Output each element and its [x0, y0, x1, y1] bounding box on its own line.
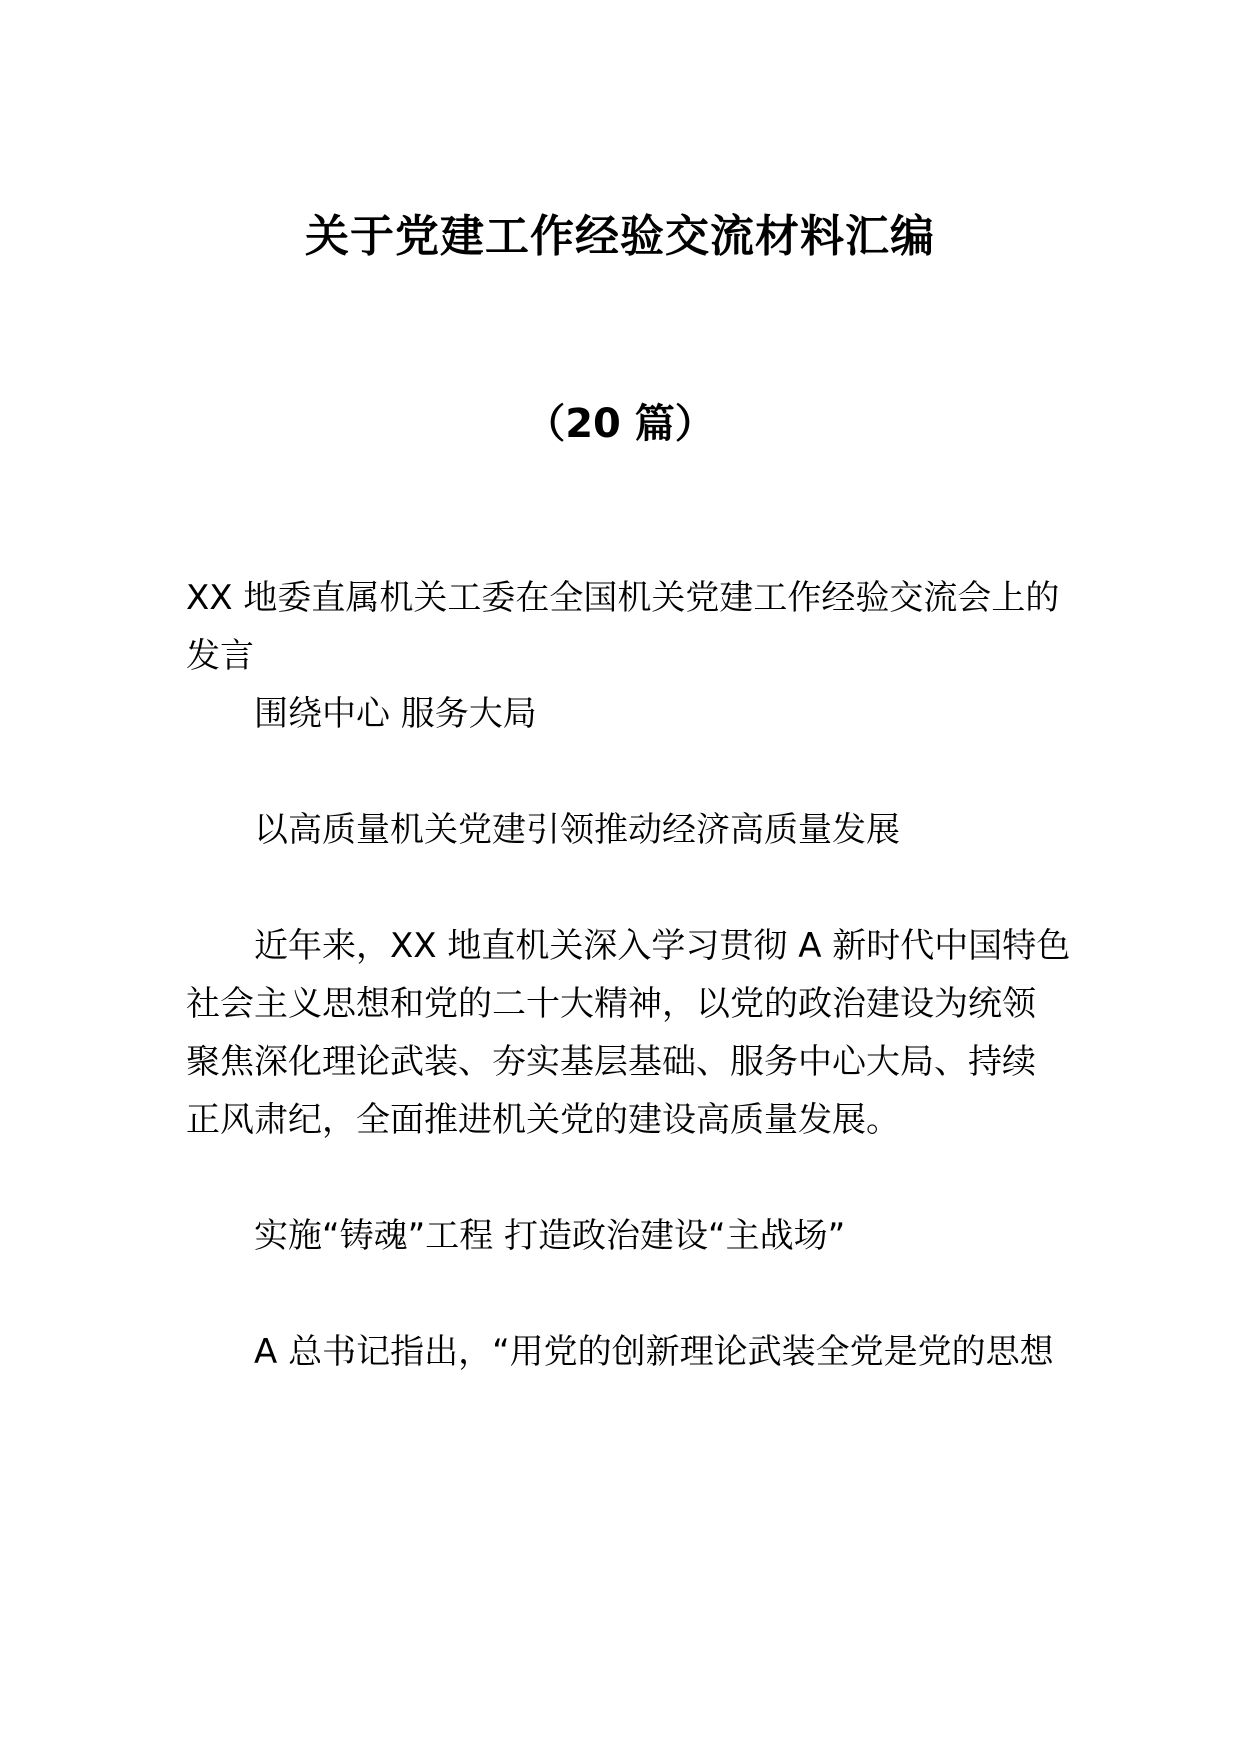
section-heading-line-1: XX 地委直属机关工委在全国机关党建工作经验交流会上的 — [186, 578, 1060, 618]
intro-paragraph-line-1: 近年来，XX 地直机关深入学习贯彻 A 新时代中国特色 — [254, 926, 1071, 966]
intro-paragraph-line-2: 社会主义思想和党的二十大精神，以党的政治建设为统领 — [186, 984, 1036, 1024]
section-heading-line-2: 发言 — [186, 636, 254, 676]
headline: 以高质量机关党建引领推动经济高质量发展 — [254, 810, 900, 850]
theme-line: 围绕中心 服务大局 — [254, 694, 537, 734]
quote-line: A 总书记指出，“用党的创新理论武装全党是党的思想 — [254, 1332, 1054, 1372]
subheading: 实施“铸魂”工程 打造政治建设“主战场” — [254, 1216, 846, 1256]
document-title: 关于党建工作经验交流材料汇编 — [305, 211, 935, 262]
intro-paragraph-line-4: 正风肃纪，全面推进机关党的建设高质量发展。 — [186, 1100, 900, 1140]
document-subtitle: （20 篇） — [525, 401, 715, 447]
intro-paragraph-line-3: 聚焦深化理论武装、夯实基层基础、服务中心大局、持续 — [186, 1042, 1036, 1082]
